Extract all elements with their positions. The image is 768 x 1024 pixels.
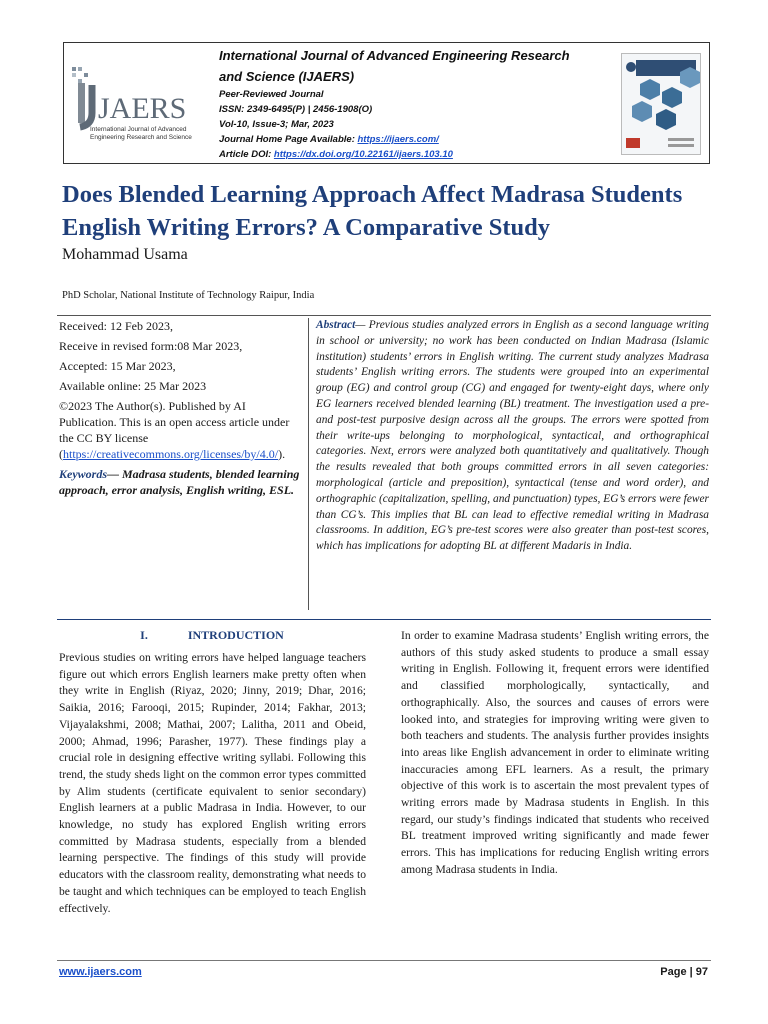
footer-url-link[interactable]: www.ijaers.com [59, 966, 142, 978]
logo-caption-line1: International Journal of Advanced [90, 126, 187, 133]
section-number: I. [140, 628, 148, 642]
revised-date: Receive in revised form:08 Mar 2023, [59, 339, 243, 353]
doi-link[interactable]: https://dx.doi.org/10.22161/ijaers.103.10 [273, 149, 453, 160]
license-link[interactable]: https://creativecommons.org/licenses/by/4.0/ [63, 447, 279, 461]
author-name: Mohammad Usama [62, 246, 188, 263]
intro-paragraph-left: Previous studies on writing errors have helped language teachers figure out which errors English learners make pretty often when they write in English (Riyaz, 2020; Jinny, 2019; Dhar, 2016; Saikia, 2016; Farooqi, 2015; Rupinder, 2014; Fakhar, 2013; Vijayalakshmi, 2008; Mathai, 2007; Lalitha, 2011 and Obeid, 2000; Ahmad, 1996; Parasher, 1977). These findings play a crucial role in designing effective writing syllabi. Following this trend, the study sheds light on the common error types committed by Alim students (certificate equivalent to senior secondary) English learners at a public Madrasa in India. However, to our knowledge, no study has explored English writing errors committed by Madrasa students, especially from a blended learning perspective. The findings of this study will provide educators with the classroom reality, demonstrating what needs to be taught and which techniques can be employed to teach English effectively. [59, 651, 366, 915]
section-title: INTRODUCTION [187, 628, 284, 642]
author-affiliation: PhD Scholar, National Institute of Technology Raipur, India [62, 290, 315, 301]
doi-label: Article DOI: [219, 149, 274, 160]
journal-cover-thumbnail [621, 53, 701, 155]
home-page-link[interactable]: https://ijaers.com/ [357, 134, 439, 145]
divider-bottom [57, 619, 711, 620]
received-date: Received: 12 Feb 2023, [59, 319, 173, 333]
home-page-label: Journal Home Page Available: [219, 134, 358, 145]
copyright-notice [59, 398, 301, 462]
journal-title-line1: International Journal of Advanced Engineering Research [219, 48, 570, 63]
logo-dots [72, 67, 88, 83]
journal-title-line2: and Science (IJAERS) [219, 69, 355, 84]
accepted-date: Accepted: 15 Mar 2023, [59, 359, 176, 373]
divider-top [57, 315, 711, 316]
logo-caption-line2: Engineering Research and Science [90, 134, 192, 141]
footer-divider [57, 960, 711, 961]
article-metadata [59, 318, 301, 502]
cover-image [622, 54, 700, 154]
section-heading [59, 628, 365, 643]
license-close-paren: ). [278, 447, 286, 461]
copyright-text: ©2023 The Author(s). Published by AI Publication. This is an open access article under the CC BY license [59, 399, 290, 445]
abstract-text: — Previous studies analyzed errors in English as a second language writing in school or university; no work has been conducted on Indian Madrasa (Islamic institution) students’ errors in English writing. The current study analyzes Madrasa students’ English writing errors. The students were grouped into an experimental group (EG) and control group (CG) and engaged for twenty-eight days, where only EG learners received blended learning (BL) treatment. The investigation used a pre-and post-test purposive design across all the groups. The errors were spotted from their write-ups belonging to morphological, syntactical, and orthographical categories. Next, errors were analyzed both quantitatively and qualitatively. Though the results revealed that both groups committed errors in all seven categories: morphological (article and preposition), syntactical (tense and word order), and orthographic (capitalization, spelling, and punctuation) types, EG’s errors were fewer than CG’s. This implies that BL can lead to effective remedial writing in Madrasa classrooms. In addition, EG’s pre-test scores were also greater than post-test scores, which has implications for adopting BL at different Madaris in India. [316, 319, 709, 553]
column-divider [308, 318, 309, 610]
journal-info [219, 45, 624, 162]
volume-issue: Vol-10, Issue-3; Mar, 2023 [219, 119, 334, 130]
license-open-paren: ( [59, 447, 63, 461]
issn: ISSN: 2349-6495(P) | 2456-1908(O) [219, 104, 373, 115]
peer-reviewed-label: Peer-Reviewed Journal [219, 89, 324, 100]
page-number: Page | 97 [660, 966, 708, 978]
keywords-text: — Madrasa students, blended learning approach, error analysis, English writing, ESL. [59, 467, 300, 497]
online-date: Available online: 25 Mar 2023 [59, 379, 207, 393]
keywords [59, 466, 301, 498]
doi-line [219, 147, 624, 162]
home-page-line [219, 132, 624, 147]
abstract [316, 318, 709, 555]
journal-header [63, 42, 710, 164]
paper-title: Does Blended Learning Approach Affect Madrasa Students English Writing Errors? A Comparative Study [62, 181, 683, 241]
logo-abbrev: JAERS [98, 92, 187, 125]
keywords-label: Keywords [59, 467, 107, 481]
abstract-label: Abstract [316, 319, 356, 331]
intro-paragraph-right: In order to examine Madrasa students’ English writing errors, the authors of this study asked students to produce a small essay writing in English. Following it, frequent errors were identified and classified morphologically, syntactically, and orthographically. Also, the sources and causes of errors were looked into, and strategies for improving writing were given to both teachers and students. The analysis further provides insights into areas like English advancement in order to eliminate writing inaccuracies among EFL learners. As a result, the primary objective of this work is to ascertain the most prevalent types of writing errors made by Madrasa students in English. In this regard, our study’s findings indicated that students who received BL treatment improved writing significantly and made fewer errors. This has implications for reducing English writing errors among Madrasa students in India. [401, 629, 709, 876]
ijaers-logo [68, 63, 210, 145]
logo-i-bar [78, 83, 85, 123]
